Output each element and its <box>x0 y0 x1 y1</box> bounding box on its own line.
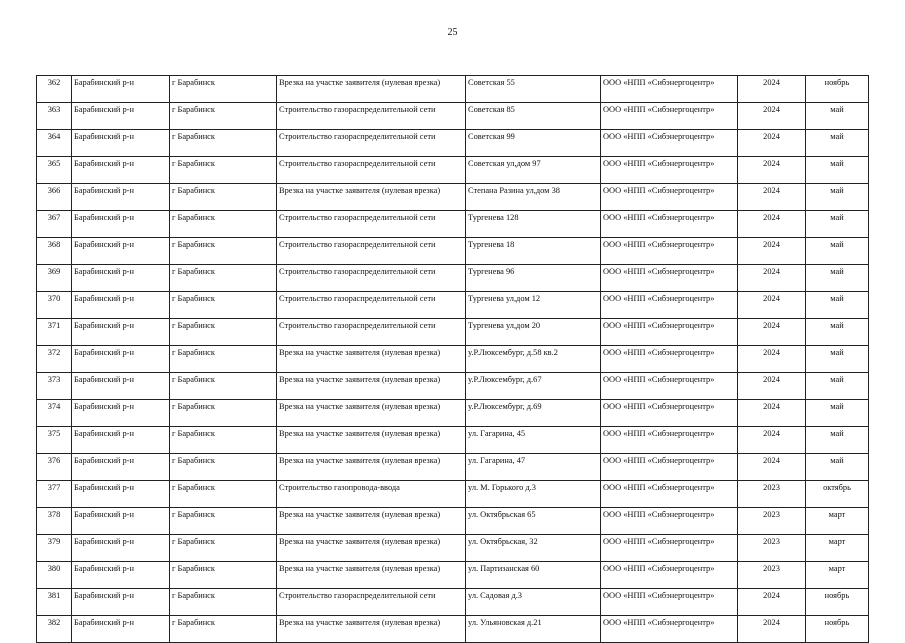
work-type-cell: Врезка на участке заявителя (нулевая врезка) <box>277 535 466 562</box>
row-number: 375 <box>37 427 72 454</box>
table-row <box>37 454 869 481</box>
table-row <box>37 103 869 130</box>
district-cell: Барабинский р-н <box>72 589 170 616</box>
city-cell: г Барабинск <box>170 454 277 481</box>
table-row <box>37 184 869 211</box>
city-cell: г Барабинск <box>170 346 277 373</box>
district-cell: Барабинский р-н <box>72 130 170 157</box>
work-type-cell: Врезка на участке заявителя (нулевая врезка) <box>277 562 466 589</box>
table-row <box>37 76 869 103</box>
month-cell: май <box>806 130 869 157</box>
month-cell: март <box>806 535 869 562</box>
month-cell: май <box>806 373 869 400</box>
table-row <box>37 373 869 400</box>
work-type-cell: Строительство газораспределительной сети <box>277 157 466 184</box>
year-cell: 2024 <box>738 184 806 211</box>
month-cell: ноябрь <box>806 589 869 616</box>
district-cell: Барабинский р-н <box>72 157 170 184</box>
contractor-cell: ООО «НПП «Сибэнергоцентр» <box>601 184 738 211</box>
month-cell: март <box>806 562 869 589</box>
month-cell: май <box>806 346 869 373</box>
city-cell: г Барабинск <box>170 400 277 427</box>
district-cell: Барабинский р-н <box>72 616 170 643</box>
address-cell: Тургенева 96 <box>466 265 601 292</box>
city-cell: г Барабинск <box>170 130 277 157</box>
work-type-cell: Врезка на участке заявителя (нулевая врезка) <box>277 373 466 400</box>
address-cell: Советская 55 <box>466 76 601 103</box>
row-number: 369 <box>37 265 72 292</box>
contractor-cell: ООО «НПП «Сибэнергоцентр» <box>601 103 738 130</box>
month-cell: октябрь <box>806 481 869 508</box>
row-number: 364 <box>37 130 72 157</box>
contractor-cell: ООО «НПП «Сибэнергоцентр» <box>601 319 738 346</box>
month-cell: март <box>806 508 869 535</box>
address-cell: ул. Октябрьская 65 <box>466 508 601 535</box>
year-cell: 2024 <box>738 292 806 319</box>
city-cell: г Барабинск <box>170 103 277 130</box>
contractor-cell: ООО «НПП «Сибэнергоцентр» <box>601 454 738 481</box>
city-cell: г Барабинск <box>170 481 277 508</box>
address-cell: Тургенева 128 <box>466 211 601 238</box>
city-cell: г Барабинск <box>170 373 277 400</box>
month-cell: май <box>806 238 869 265</box>
city-cell: г Барабинск <box>170 319 277 346</box>
address-cell: Степана Разина ул,дом 38 <box>466 184 601 211</box>
city-cell: г Барабинск <box>170 292 277 319</box>
table-row <box>37 616 869 643</box>
address-cell: Советская 85 <box>466 103 601 130</box>
month-cell: ноябрь <box>806 616 869 643</box>
year-cell: 2024 <box>738 130 806 157</box>
address-cell: ул. М. Горького д.3 <box>466 481 601 508</box>
city-cell: г Барабинск <box>170 562 277 589</box>
district-cell: Барабинский р-н <box>72 292 170 319</box>
address-cell: у.Р.Люксембург, д.69 <box>466 400 601 427</box>
year-cell: 2024 <box>738 103 806 130</box>
contractor-cell: ООО «НПП «Сибэнергоцентр» <box>601 157 738 184</box>
year-cell: 2024 <box>738 319 806 346</box>
row-number: 363 <box>37 103 72 130</box>
city-cell: г Барабинск <box>170 589 277 616</box>
table-row <box>37 292 869 319</box>
gasification-table <box>36 75 869 643</box>
district-cell: Барабинский р-н <box>72 562 170 589</box>
row-number: 377 <box>37 481 72 508</box>
year-cell: 2023 <box>738 535 806 562</box>
month-cell: май <box>806 319 869 346</box>
work-type-cell: Строительство газораспределительной сети <box>277 130 466 157</box>
table-row <box>37 265 869 292</box>
table-row <box>37 157 869 184</box>
table-row <box>37 211 869 238</box>
contractor-cell: ООО «НПП «Сибэнергоцентр» <box>601 238 738 265</box>
month-cell: май <box>806 427 869 454</box>
year-cell: 2024 <box>738 427 806 454</box>
year-cell: 2024 <box>738 400 806 427</box>
address-cell: у.Р.Люксембург, д.58 кв.2 <box>466 346 601 373</box>
table-row <box>37 562 869 589</box>
table-row <box>37 346 869 373</box>
table-row <box>37 427 869 454</box>
row-number: 376 <box>37 454 72 481</box>
month-cell: май <box>806 454 869 481</box>
district-cell: Барабинский р-н <box>72 211 170 238</box>
work-type-cell: Строительство газораспределительной сети <box>277 292 466 319</box>
year-cell: 2024 <box>738 616 806 643</box>
contractor-cell: ООО «НПП «Сибэнергоцентр» <box>601 427 738 454</box>
table-row <box>37 238 869 265</box>
contractor-cell: ООО «НПП «Сибэнергоцентр» <box>601 292 738 319</box>
month-cell: май <box>806 292 869 319</box>
district-cell: Барабинский р-н <box>72 76 170 103</box>
city-cell: г Барабинск <box>170 157 277 184</box>
row-number: 368 <box>37 238 72 265</box>
contractor-cell: ООО «НПП «Сибэнергоцентр» <box>601 346 738 373</box>
year-cell: 2023 <box>738 481 806 508</box>
table-row <box>37 508 869 535</box>
city-cell: г Барабинск <box>170 508 277 535</box>
year-cell: 2024 <box>738 76 806 103</box>
table-row <box>37 319 869 346</box>
month-cell: май <box>806 103 869 130</box>
address-cell: Тургенева ул,дом 20 <box>466 319 601 346</box>
district-cell: Барабинский р-н <box>72 184 170 211</box>
address-cell: ул. Садовая д.3 <box>466 589 601 616</box>
contractor-cell: ООО «НПП «Сибэнергоцентр» <box>601 616 738 643</box>
city-cell: г Барабинск <box>170 616 277 643</box>
district-cell: Барабинский р-н <box>72 508 170 535</box>
district-cell: Барабинский р-н <box>72 103 170 130</box>
contractor-cell: ООО «НПП «Сибэнергоцентр» <box>601 76 738 103</box>
work-type-cell: Строительство газораспределительной сети <box>277 319 466 346</box>
work-type-cell: Строительство газораспределительной сети <box>277 238 466 265</box>
address-cell: Тургенева ул,дом 12 <box>466 292 601 319</box>
contractor-cell: ООО «НПП «Сибэнергоцентр» <box>601 130 738 157</box>
row-number: 373 <box>37 373 72 400</box>
contractor-cell: ООО «НПП «Сибэнергоцентр» <box>601 535 738 562</box>
table-row <box>37 130 869 157</box>
address-cell: ул. Гагарина, 45 <box>466 427 601 454</box>
district-cell: Барабинский р-н <box>72 481 170 508</box>
contractor-cell: ООО «НПП «Сибэнергоцентр» <box>601 508 738 535</box>
contractor-cell: ООО «НПП «Сибэнергоцентр» <box>601 211 738 238</box>
district-cell: Барабинский р-н <box>72 373 170 400</box>
month-cell: май <box>806 211 869 238</box>
work-type-cell: Врезка на участке заявителя (нулевая врезка) <box>277 454 466 481</box>
address-cell: Советская 99 <box>466 130 601 157</box>
district-cell: Барабинский р-н <box>72 319 170 346</box>
work-type-cell: Врезка на участке заявителя (нулевая врезка) <box>277 346 466 373</box>
district-cell: Барабинский р-н <box>72 427 170 454</box>
address-cell: ул. Гагарина, 47 <box>466 454 601 481</box>
city-cell: г Барабинск <box>170 238 277 265</box>
month-cell: май <box>806 400 869 427</box>
contractor-cell: ООО «НПП «Сибэнергоцентр» <box>601 589 738 616</box>
row-number: 382 <box>37 616 72 643</box>
month-cell: май <box>806 265 869 292</box>
address-cell: ул. Ульяновская д.21 <box>466 616 601 643</box>
month-cell: май <box>806 157 869 184</box>
city-cell: г Барабинск <box>170 535 277 562</box>
year-cell: 2024 <box>738 373 806 400</box>
row-number: 370 <box>37 292 72 319</box>
work-type-cell: Врезка на участке заявителя (нулевая врезка) <box>277 508 466 535</box>
work-type-cell: Строительство газораспределительной сети <box>277 211 466 238</box>
year-cell: 2024 <box>738 157 806 184</box>
work-type-cell: Врезка на участке заявителя (нулевая врезка) <box>277 616 466 643</box>
row-number: 365 <box>37 157 72 184</box>
work-type-cell: Строительство газораспределительной сети <box>277 589 466 616</box>
row-number: 372 <box>37 346 72 373</box>
city-cell: г Барабинск <box>170 184 277 211</box>
month-cell: май <box>806 184 869 211</box>
city-cell: г Барабинск <box>170 211 277 238</box>
address-cell: ул. Октябрьская, 32 <box>466 535 601 562</box>
table-row <box>37 481 869 508</box>
year-cell: 2024 <box>738 265 806 292</box>
page-number: 25 <box>447 27 458 38</box>
row-number: 362 <box>37 76 72 103</box>
contractor-cell: ООО «НПП «Сибэнергоцентр» <box>601 265 738 292</box>
row-number: 367 <box>37 211 72 238</box>
work-type-cell: Врезка на участке заявителя (нулевая врезка) <box>277 184 466 211</box>
address-cell: ул. Партизанская 60 <box>466 562 601 589</box>
district-cell: Барабинский р-н <box>72 346 170 373</box>
year-cell: 2023 <box>738 508 806 535</box>
table-row <box>37 535 869 562</box>
year-cell: 2024 <box>738 454 806 481</box>
year-cell: 2024 <box>738 238 806 265</box>
address-cell: у.Р.Люксембург, д.67 <box>466 373 601 400</box>
row-number: 381 <box>37 589 72 616</box>
district-cell: Барабинский р-н <box>72 535 170 562</box>
table-body <box>37 76 869 643</box>
contractor-cell: ООО «НПП «Сибэнергоцентр» <box>601 373 738 400</box>
work-type-cell: Строительство газопровода-ввода <box>277 481 466 508</box>
contractor-cell: ООО «НПП «Сибэнергоцентр» <box>601 400 738 427</box>
contractor-cell: ООО «НПП «Сибэнергоцентр» <box>601 481 738 508</box>
work-type-cell: Врезка на участке заявителя (нулевая врезка) <box>277 427 466 454</box>
city-cell: г Барабинск <box>170 427 277 454</box>
year-cell: 2023 <box>738 562 806 589</box>
row-number: 366 <box>37 184 72 211</box>
district-cell: Барабинский р-н <box>72 238 170 265</box>
district-cell: Барабинский р-н <box>72 454 170 481</box>
city-cell: г Барабинск <box>170 265 277 292</box>
year-cell: 2024 <box>738 589 806 616</box>
year-cell: 2024 <box>738 211 806 238</box>
work-type-cell: Врезка на участке заявителя (нулевая врезка) <box>277 76 466 103</box>
table-row <box>37 400 869 427</box>
row-number: 371 <box>37 319 72 346</box>
work-type-cell: Строительство газораспределительной сети <box>277 103 466 130</box>
year-cell: 2024 <box>738 346 806 373</box>
city-cell: г Барабинск <box>170 76 277 103</box>
district-cell: Барабинский р-н <box>72 400 170 427</box>
row-number: 380 <box>37 562 72 589</box>
address-cell: Советская ул,дом 97 <box>466 157 601 184</box>
row-number: 378 <box>37 508 72 535</box>
table-row <box>37 589 869 616</box>
address-cell: Тургенева 18 <box>466 238 601 265</box>
month-cell: ноябрь <box>806 76 869 103</box>
row-number: 379 <box>37 535 72 562</box>
contractor-cell: ООО «НПП «Сибэнергоцентр» <box>601 562 738 589</box>
work-type-cell: Строительство газораспределительной сети <box>277 265 466 292</box>
row-number: 374 <box>37 400 72 427</box>
work-type-cell: Врезка на участке заявителя (нулевая врезка) <box>277 400 466 427</box>
district-cell: Барабинский р-н <box>72 265 170 292</box>
